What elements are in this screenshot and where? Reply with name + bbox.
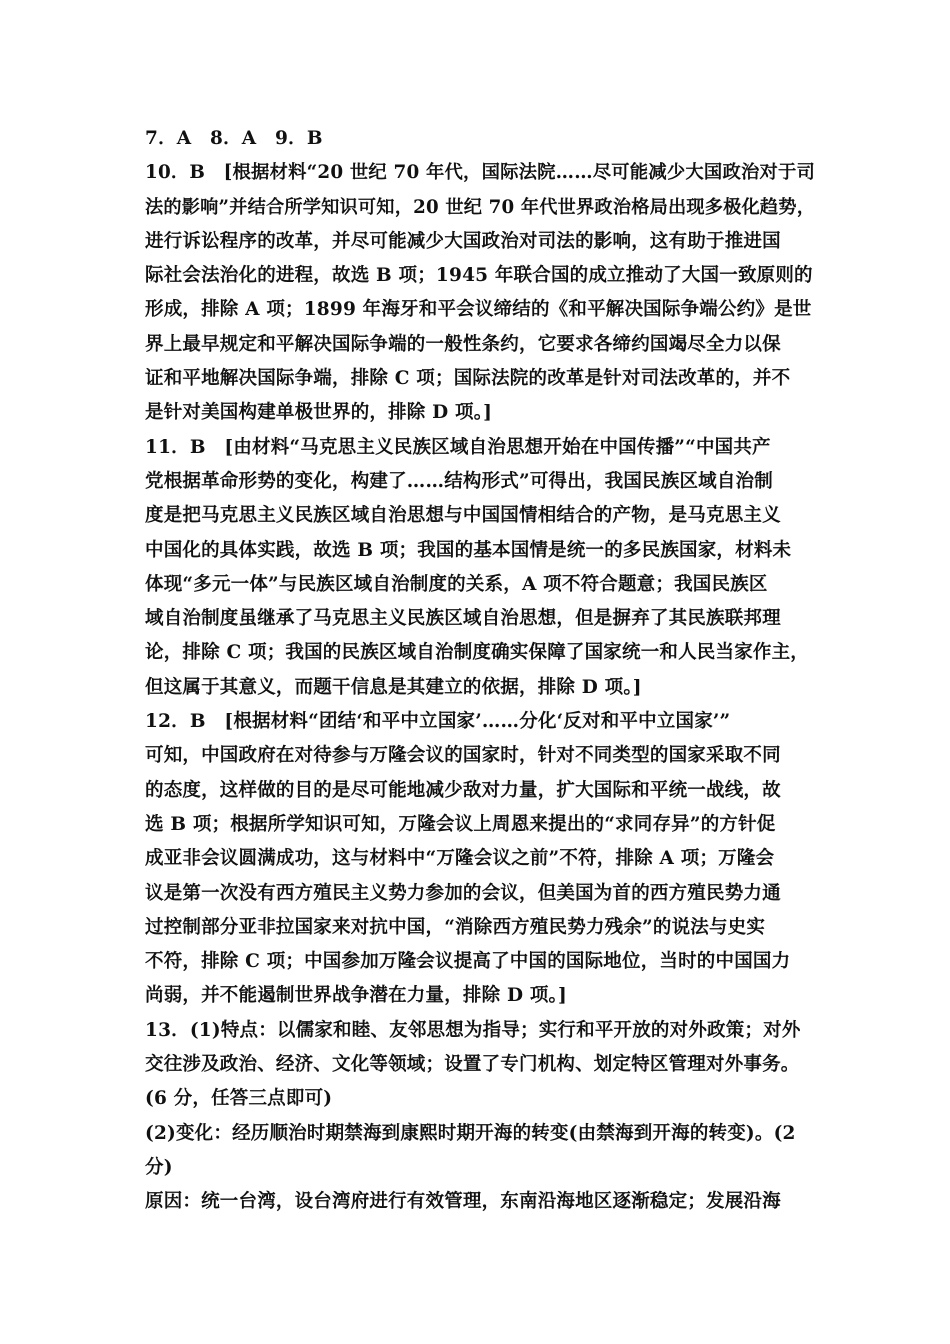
answer-line-11-4: 中国化的具体实践，故选 B 项；我国的基本国情是统一的多民族国家，材料未 [145, 539, 792, 561]
answer-line-12-6: 议是第一次没有西方殖民主义势力参加的会议，但美国为首的西方殖民势力通 [145, 882, 781, 904]
answer-line-11-1: 11．B [由材料“马克思主义民族区域自治思想开始在中国传播”“中国共产 [145, 436, 771, 458]
answer-line-12-9: 尚弱，并不能遏制世界战争潜在力量，排除 D 项。] [145, 985, 567, 1007]
answer-line-12-1: 12．B [根据材料“团结‘和平中立国家’……分化‘反对和平中立国家’” [145, 711, 731, 733]
answer-line-11-7: 论，排除 C 项；我国的民族区域自治制度确实保障了国家统一和人民当家作主， [145, 642, 810, 664]
answer-line-10-1: 10．B [根据材料“20 世纪 70 年代，国际法院……尽可能减少大国政治对于司 [145, 162, 816, 184]
answer-line-12-4: 选 B 项；根据所学知识可知，万隆会议上周恩来提出的“求同存异”的方针促 [145, 813, 776, 835]
answer-line-13-3: (6 分，任答三点即可) [145, 1088, 333, 1110]
answer-line-12-5: 成亚非会议圆满成功，这与材料中“万隆会议之前”不符，排除 A 项；万隆会 [145, 848, 775, 870]
answer-line-12-7: 过控制部分亚非拉国家来对抗中国，“消除西方殖民势力残余”的说法与史实 [145, 916, 766, 938]
answer-line-12-3: 的态度，这样做的目的是尽可能地减少敌对力量，扩大国际和平统一战线，故 [145, 779, 781, 801]
answer-line-11-6: 域自治制度虽继承了马克思主义民族区域自治思想，但是摒弃了其民族联邦理 [145, 608, 781, 630]
answer-line-13-6: 原因：统一台湾，设台湾府进行有效管理，东南沿海地区逐渐稳定；发展沿海 [145, 1191, 781, 1213]
answer-line-11-8: 但这属于其意义，而题干信息是其建立的依据，排除 D 项。] [145, 676, 642, 698]
answer-line-10-7: 证和平地解决国际争端，排除 C 项；国际法院的改革是针对司法改革的，并不 [145, 368, 791, 390]
answer-line-10-3: 进行诉讼程序的改革，并尽可能减少大国政治对司法的影响，这有助于推进国 [145, 230, 781, 252]
answer-text-block [145, 122, 815, 1220]
answer-line-13-1: 13．(1)特点：以儒家和睦、友邻思想为指导；实行和平开放的对外政策；对外 [145, 1019, 801, 1041]
answer-line-11-5: 体现“多元一体”与民族区域自治制度的关系，A 项不符合题意；我国民族区 [145, 573, 768, 595]
answer-line-10-2: 法的影响”并结合所学知识可知，20 世纪 70 年代世界政治格局出现多极化趋势， [145, 196, 816, 218]
answer-line-13-2: 交往涉及政治、经济、文化等领域；设置了专门机构、划定特区管理对外事务。 [145, 1054, 800, 1076]
answer-line-12-2: 可知，中国政府在对待参与万隆会议的国家时，针对不同类型的国家采取不同 [145, 745, 781, 767]
answer-line-10-8: 是针对美国构建单极世界的，排除 D 项。] [145, 402, 493, 424]
answer-line-13-4: (2)变化：经历顺治时期禁海到康熙时期开海的转变(由禁海到开海的转变)。(2 [145, 1122, 796, 1144]
answer-line-12-8: 不符，排除 C 项；中国参加万隆会议提高了中国的国际地位，当时的中国国力 [145, 951, 791, 973]
answer-line-13-5: 分) [145, 1156, 173, 1178]
answer-line-10-6: 界上最早规定和平解决国际争端的一般性条约，它要求各缔约国竭尽全力以保 [145, 333, 781, 355]
answer-line-11-3: 度是把马克思主义民族区域自治思想与中国国情相结合的产物，是马克思主义 [145, 505, 781, 527]
answer-line-10-5: 形成，排除 A 项；1899 年海牙和平会议缔结的《和平解决国际争端公约》是世 [145, 299, 812, 321]
answer-line-11-2: 党根据革命形势的变化，构建了……结构形式”可得出，我国民族区域自治制 [145, 470, 773, 492]
answer-line-10-4: 际社会法治化的进程，故选 B 项；1945 年联合国的成立推动了大国一致原则的 [145, 265, 813, 287]
answer-line-7-9: 7．A 8．A 9．B [145, 128, 323, 149]
